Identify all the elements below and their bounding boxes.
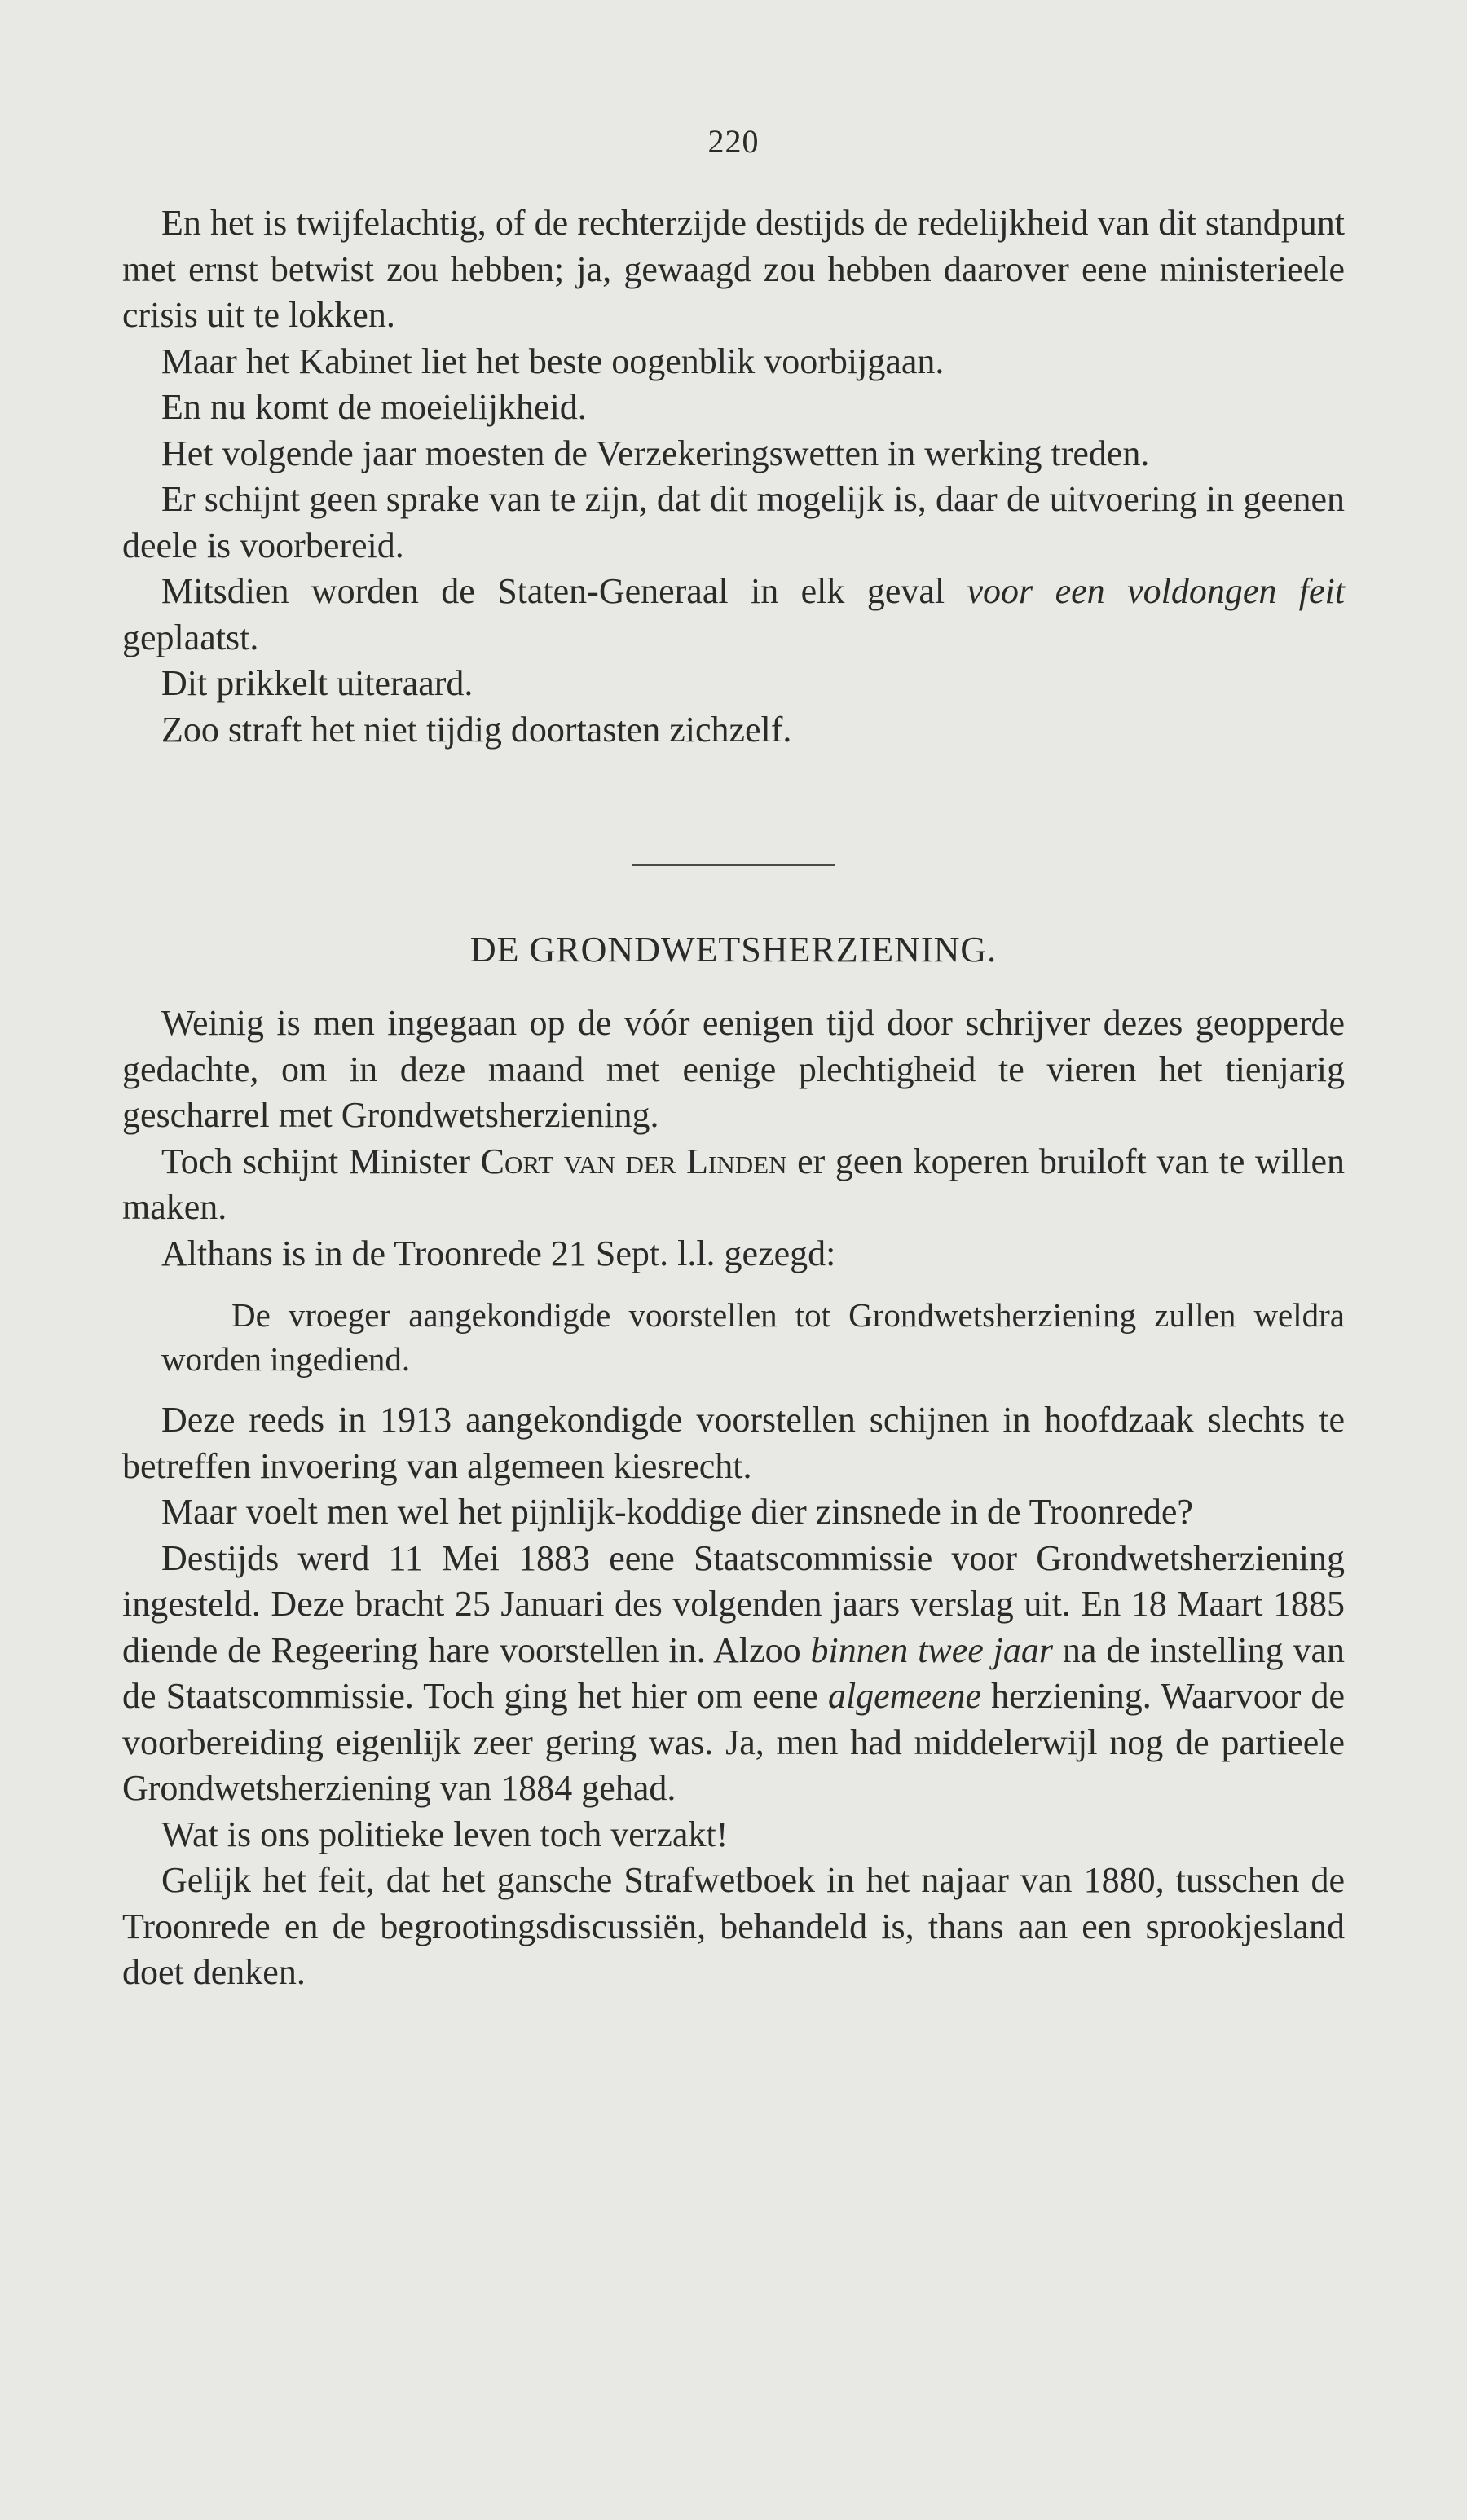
text-run: er geen koperen bruiloft van te willen maken. (122, 1141, 1346, 1227)
paragraph: Deze reeds in 1913 aangekondigde voorstellen schijnen in hoofdzaak slechts te betreffen invoering van algemeen kiesrecht. (122, 1400, 1345, 1486)
text-run: na de instelling van de Staatscommissie. Toch ging het hier om eene (122, 1629, 1346, 1716)
italic-phrase: algemeene (827, 1676, 982, 1716)
paragraph: Althans is in de Troonrede 21 Sept. l.l. gezegd: (161, 1233, 836, 1273)
paragraph (122, 1536, 1345, 1812)
block-quote: De vroeger aangekondigde voorstellen tot Grondwetsherziening zullen weldra worden ingediend. (161, 1296, 1345, 1378)
text-run: geplaatst. (122, 617, 259, 657)
paragraph: Het volgende jaar moesten de Verzekeringswetten in werking treden. (161, 433, 1150, 473)
paragraph (122, 1139, 1345, 1231)
paragraph (122, 569, 1345, 661)
minister-name: Cort van der Linden (480, 1141, 787, 1181)
paragraph: En nu komt de moeielijkheid. (161, 387, 587, 427)
paragraph: Weinig is men ingegaan op de vóór eenigen tijd door schrijver dezes geopperde gedachte, om in deze maand met eenige plechtigheid te vieren het tienjarig gescharrel met Grondwetsherziening. (122, 1003, 1345, 1135)
paragraph: Dit prikkelt uiteraard. (161, 663, 474, 703)
italic-phrase: binnen twee jaar (810, 1629, 1054, 1670)
paragraph: Maar voelt men wel het pijnlijk-koddige dier zinsnede in de Troonrede? (161, 1492, 1193, 1532)
section-heading: DE GRONDWETSHERZIENING. (469, 930, 998, 970)
section-2-text (122, 1001, 1345, 1996)
section-1-text (122, 200, 1345, 753)
paragraph: Wat is ons politieke leven toch verzakt! (161, 1814, 729, 1854)
section-divider (632, 864, 835, 866)
paragraph: Gelijk het feit, dat het gansche Strafwetboek in het najaar van 1880, tusschen de Troonrede en de begrootingsdiscussiën, behandeld is, thans aan een sprookjesland doet denken. (122, 1860, 1345, 1992)
paragraph: Zoo straft het niet tijdig doortasten zichzelf. (161, 709, 792, 750)
paragraph: En het is twijfelachtig, of de rechterzijde destijds de redelijkheid van dit standpunt met ernst betwist zou hebben; ja, gewaagd zou hebben daarover eene ministerieele crisis uit te lokken. (122, 203, 1345, 335)
page-number: 220 (707, 123, 760, 160)
text-run: herziening. Waarvoor de voorbereiding eigenlijk zeer gering was. Ja, men had middelerwijl nog de partieele Grondwetsherziening van 1884 gehad. (122, 1676, 1345, 1808)
paragraph: Maar het Kabinet liet het beste oogenblik voorbijgaan. (161, 341, 945, 381)
text-run: Destijds werd 11 Mei 1883 eene Staatscommissie voor Grondwetsherziening ingesteld. Deze bracht 25 Januari des volgenden jaars verslag uit. En 18 Maart 1885 diende de Regeering hare voorstellen in. Alzoo (122, 1537, 1345, 1670)
italic-phrase: voor een voldongen feit (967, 571, 1345, 611)
text-run: Toch schijnt Minister (161, 1141, 481, 1181)
paragraph: Er schijnt geen sprake van te zijn, dat dit mogelijk is, daar de uitvoering in geenen deele is voorbereid. (122, 479, 1345, 565)
text-run: Mitsdien worden de Staten-Generaal in elk geval (161, 571, 967, 611)
